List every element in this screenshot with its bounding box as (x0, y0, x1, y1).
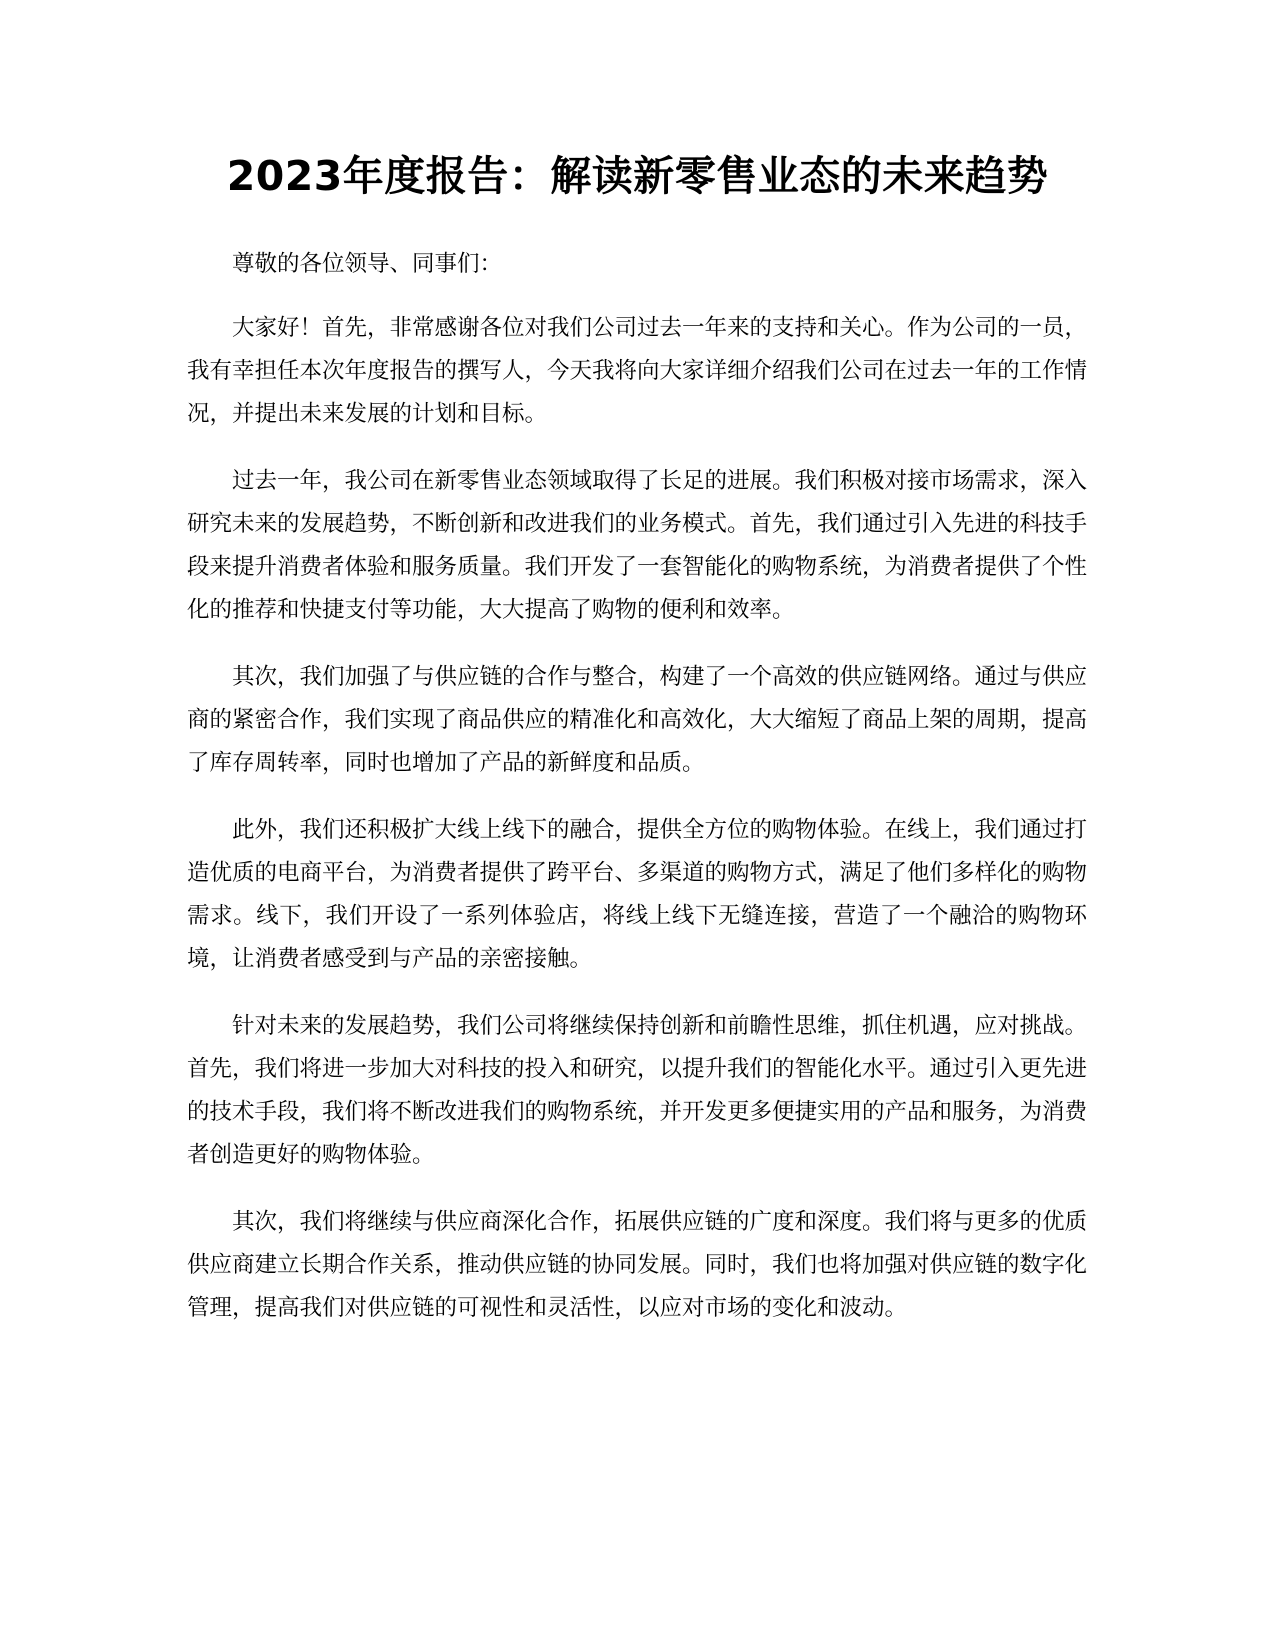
body-paragraph: 过去一年，我公司在新零售业态领域取得了长足的进展。我们积极对接市场需求，深入研究未来的发展趋势，不断创新和改进我们的业务模式。首先，我们通过引入先进的科技手段来提升消费者体验和服务质量。我们开发了一套智能化的购物系统，为消费者提供了个性化的推荐和快捷支付等功能，大大提高了购物的便利和效率。 (187, 468, 1088, 623)
body-paragraph: 此外，我们还积极扩大线上线下的融合，提供全方位的购物体验。在线上，我们通过打造优质的电商平台，为消费者提供了跨平台、多渠道的购物方式，满足了他们多样化的购物需求。线下，我们开设了一系列体验店，将线上线下无缝连接，营造了一个融洽的购物环境，让消费者感受到与产品的亲密接触。 (187, 817, 1088, 972)
body-paragraph: 针对未来的发展趋势，我们公司将继续保持创新和前瞻性思维，抓住机遇，应对挑战。首先，我们将进一步加大对科技的投入和研究，以提升我们的智能化水平。通过引入更先进的技术手段，我们将不断改进我们的购物系统，并开发更多便捷实用的产品和服务，为消费者创造更好的购物体验。 (187, 1013, 1088, 1168)
document-body (187, 243, 1087, 1354)
body-paragraph: 其次，我们加强了与供应链的合作与整合，构建了一个高效的供应链网络。通过与供应商的紧密合作，我们实现了商品供应的精准化和高效化，大大缩短了商品上架的周期，提高了库存周转率，同时也增加了产品的新鲜度和品质。 (187, 664, 1088, 776)
greeting-paragraph: 尊敬的各位领导、同事们： (232, 251, 503, 277)
document-title: 2023年度报告：解读新零售业态的未来趋势 (226, 152, 1049, 200)
body-paragraph: 大家好！首先，非常感谢各位对我们公司过去一年来的支持和关心。作为公司的一员，我有幸担任本次年度报告的撰写人，今天我将向大家详细介绍我们公司在过去一年的工作情况，并提出未来发展的计划和目标。 (187, 315, 1088, 427)
body-paragraph: 其次，我们将继续与供应商深化合作，拓展供应链的广度和深度。我们将与更多的优质供应商建立长期合作关系，推动供应链的协同发展。同时，我们也将加强对供应链的数字化管理，提高我们对供应链的可视性和灵活性，以应对市场的变化和波动。 (187, 1209, 1088, 1321)
